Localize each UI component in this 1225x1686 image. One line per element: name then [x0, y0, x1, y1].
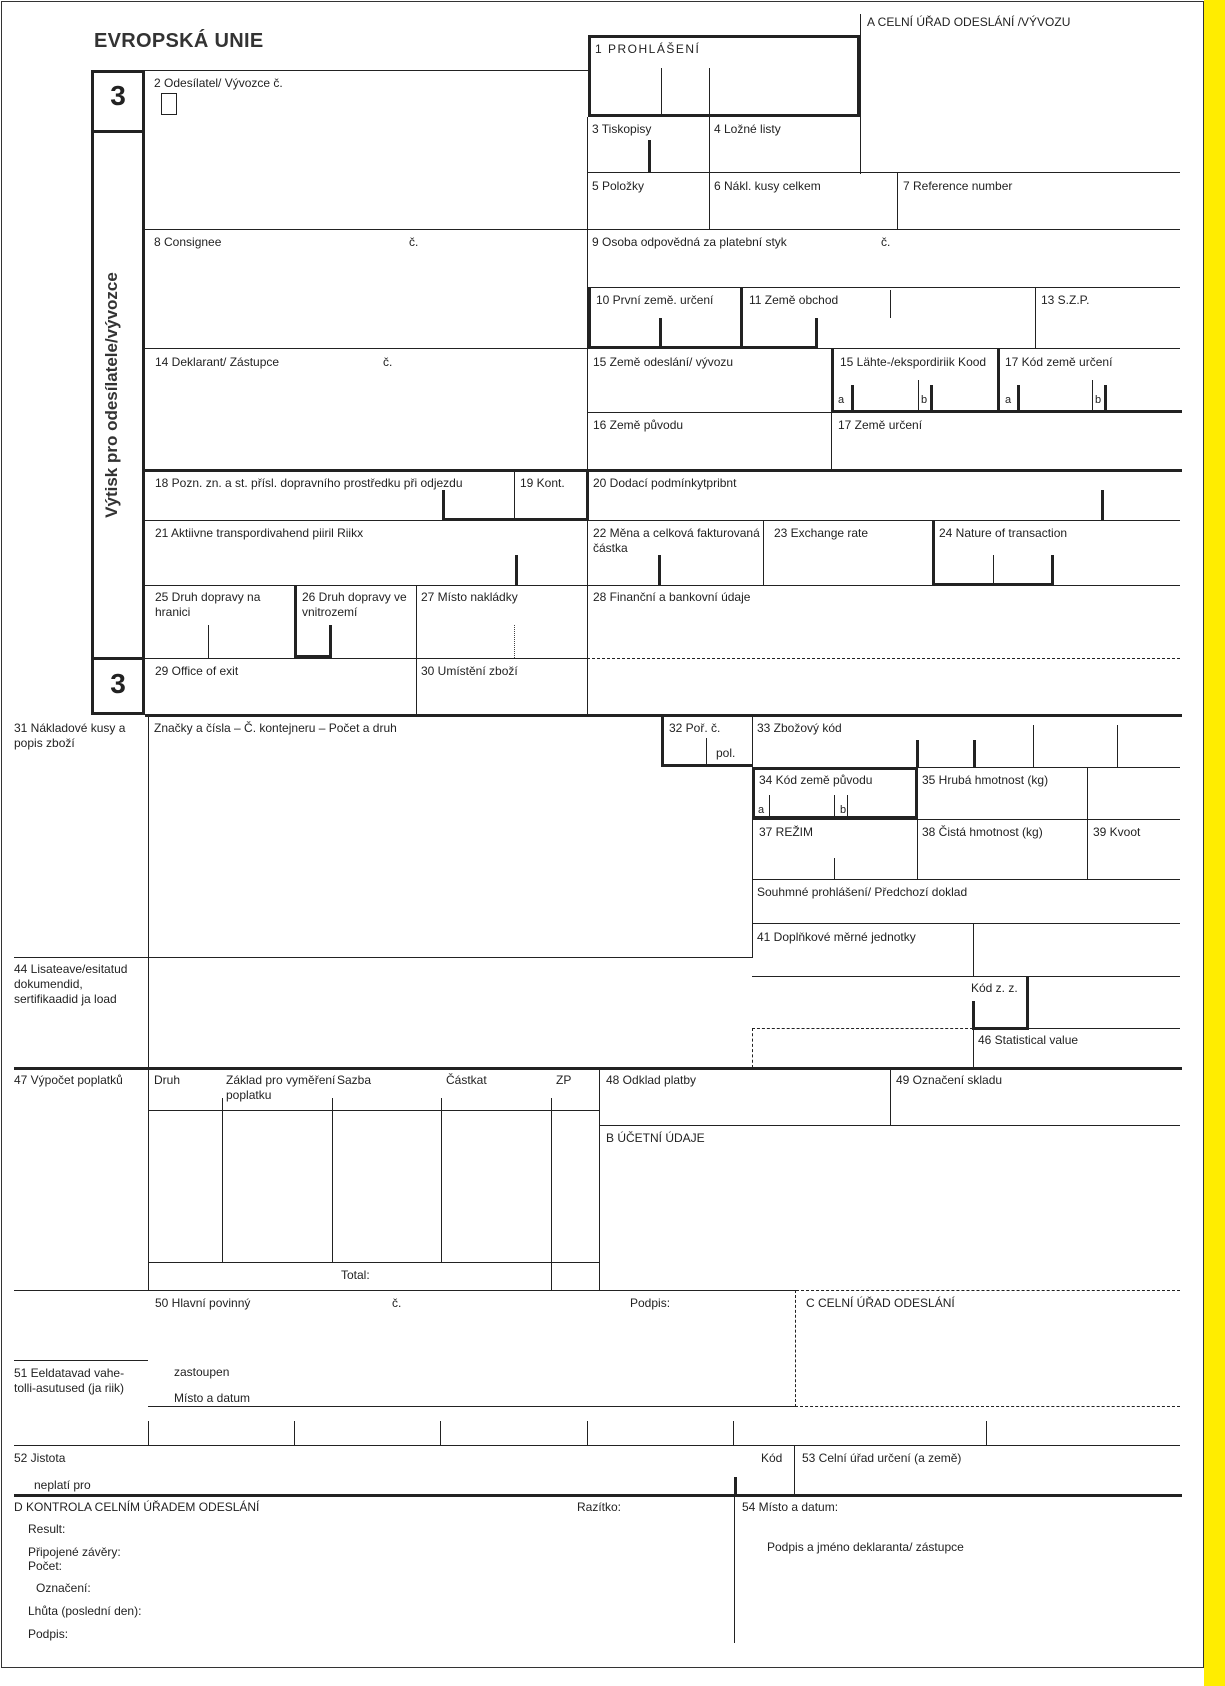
- field-38-label: 38 Čistá hmotnost (kg): [922, 825, 1043, 839]
- field-9-label: 9 Osoba odpovědná za platební styk: [592, 235, 787, 249]
- field-d-sign: Podpis:: [28, 1627, 69, 1641]
- divider: [1087, 767, 1088, 880]
- divider: [587, 412, 832, 413]
- divider: [659, 318, 662, 349]
- divider: [515, 555, 518, 585]
- field-33-label: 33 Zbožový kód: [757, 721, 842, 735]
- field-26-label: 26 Druh dopravy ve vnitrozemí: [302, 590, 407, 619]
- divider: [763, 520, 764, 585]
- field-31-label: 31 Nákladové kusy a popis zboží: [14, 721, 126, 750]
- field-4-label: 4 Ložné listy: [714, 122, 781, 136]
- divider: [847, 795, 848, 819]
- divider: [932, 520, 935, 585]
- field-37-label: 37 REŽIM: [759, 825, 814, 839]
- divider: [208, 625, 209, 658]
- divider: [752, 715, 753, 957]
- field-47-col-3: Sazba: [337, 1073, 372, 1087]
- field-22-label: 22 Měna a celková fakturovaná částka: [593, 526, 760, 555]
- divider: [973, 740, 976, 768]
- field-40-label: Souhmné prohlášení/ Předchozí doklad: [757, 885, 968, 899]
- field-d-count: Počet:: [28, 1559, 63, 1573]
- divider: [740, 287, 743, 349]
- field-18-label: 18 Pozn. zn. a st. přísl. dopravního prostředku při odjezdu: [155, 476, 463, 490]
- divider: [661, 68, 662, 115]
- vertical-copy-text: Výtisk pro odesílatele/vývozce: [102, 272, 121, 518]
- divider: [973, 923, 974, 977]
- divider: [1092, 380, 1093, 410]
- divider: [587, 172, 1180, 173]
- field-10-label: 10 První země. určení: [596, 293, 714, 307]
- divider: [514, 470, 515, 520]
- divider: [148, 1110, 599, 1111]
- divider: [145, 348, 1180, 349]
- field-15-label: 15 Země odeslání/ vývozu: [593, 355, 734, 369]
- field-47-col-5: ZP: [556, 1073, 572, 1087]
- field-19-label: 19 Kont.: [520, 476, 565, 490]
- divider: [890, 1068, 891, 1126]
- divider: [972, 1001, 975, 1029]
- divider: [993, 555, 994, 585]
- field-d-seals: Připojené závěry:: [28, 1545, 121, 1559]
- divider: [986, 1421, 987, 1445]
- field-47-col-1: Druh: [154, 1073, 181, 1087]
- field-47-total: Total:: [341, 1268, 370, 1282]
- divider: [709, 68, 710, 115]
- field-54-sign: Podpis a jméno deklaranta/ zástupce: [767, 1540, 964, 1554]
- field-23-label: 23 Exchange rate: [774, 526, 869, 540]
- sub-a: a: [838, 394, 845, 406]
- divider: [440, 1421, 441, 1445]
- field-50-sign: Podpis:: [630, 1296, 671, 1310]
- divider: [1051, 555, 1054, 585]
- divider: [1101, 490, 1104, 520]
- divider: [599, 1068, 600, 1290]
- field-50-represented: zastoupen: [174, 1365, 230, 1379]
- divider: [442, 490, 445, 520]
- divider: [752, 1028, 973, 1029]
- divider: [1033, 725, 1034, 768]
- divider: [91, 657, 145, 660]
- divider: [1117, 725, 1118, 768]
- divider: [752, 1028, 753, 1068]
- field-d-mark: Označení:: [36, 1581, 91, 1595]
- field-b-label: B ÚČETNÍ ÚDAJE: [606, 1131, 705, 1145]
- divider: [587, 658, 1180, 659]
- copy-number-bottom: 3: [110, 668, 126, 699]
- divider: [1104, 385, 1107, 412]
- sub-b: b: [1095, 394, 1102, 406]
- field-30-label: 30 Umístění zboží: [421, 664, 518, 678]
- field-52-not-valid: neplatí pro: [34, 1478, 91, 1492]
- field-31-marks: Značky a čísla – Č. kontejneru – Počet a druh: [154, 721, 397, 735]
- divider: [752, 923, 1180, 924]
- field-47-col-2: Základ pro vyměření poplatku: [226, 1073, 336, 1102]
- divider: [14, 1494, 1182, 1497]
- divider: [752, 879, 1180, 880]
- copy-number-top: 3: [110, 80, 126, 111]
- divider: [752, 819, 1180, 820]
- field-2-label: 2 Odesílatel/ Vývozce č.: [154, 76, 283, 90]
- field-39-label: 39 Kvoot: [1093, 825, 1141, 839]
- divider: [918, 380, 919, 410]
- divider: [1026, 976, 1029, 1029]
- field-41-label: 41 Doplňkové měrné jednotky: [757, 930, 916, 944]
- field-50-number: č.: [392, 1296, 402, 1310]
- vertical-copy-label: [100, 265, 124, 525]
- divider: [831, 410, 1182, 413]
- sub-b: b: [840, 804, 847, 816]
- field-8-label: 8 Consignee: [154, 235, 222, 249]
- yellow-edge-stripe: [1204, 0, 1225, 1686]
- divider: [416, 585, 417, 715]
- divider: [658, 555, 661, 585]
- field-21-label: 21 Aktiivne transpordivahend piiril Riikx: [155, 526, 364, 540]
- field-14-number: č.: [383, 355, 393, 369]
- divider: [332, 1098, 333, 1263]
- field-6-label: 6 Nákl. kusy celkem: [714, 179, 821, 193]
- field-15b-label: 15 Lähte-/ekspordiriik Kood: [840, 355, 987, 369]
- divider: [890, 290, 891, 318]
- sub-a: a: [1005, 394, 1012, 406]
- field-1-label: 1 PROHLÁŠENÍ: [595, 42, 701, 56]
- field-17-label: 17 Země určení: [838, 418, 923, 432]
- field-5-label: 5 Položky: [592, 179, 645, 193]
- divider: [706, 738, 707, 766]
- field-c-label: C CELNÍ ÚŘAD ODESLÁNÍ: [806, 1296, 955, 1310]
- empty-square-checkbox-icon[interactable]: [161, 93, 177, 115]
- divider: [14, 1067, 1182, 1070]
- divider: [91, 130, 145, 133]
- divider: [916, 740, 919, 768]
- divider: [973, 1028, 1180, 1029]
- divider: [14, 1360, 148, 1361]
- form-title: EVROPSKÁ UNIE: [94, 30, 264, 52]
- divider: [734, 1495, 735, 1643]
- field-25-label: 25 Druh dopravy na hranici: [155, 590, 261, 619]
- divider: [860, 14, 861, 174]
- divider: [917, 819, 918, 880]
- field-44-label: 44 Lisateave/esitatud dokumendid, sertifikaadid ja load: [14, 962, 128, 1006]
- field-53-label: 53 Celní úřad určení (a země): [802, 1451, 962, 1465]
- divider: [587, 117, 588, 715]
- divider: [14, 1445, 1180, 1446]
- field-44-code: Kód z. z.: [971, 981, 1018, 995]
- field-52-code: Kód: [761, 1451, 783, 1465]
- divider: [514, 625, 515, 658]
- divider: [997, 348, 1000, 413]
- divider: [897, 172, 898, 230]
- divider: [587, 1421, 588, 1445]
- divider: [794, 1445, 795, 1495]
- divider: [145, 70, 588, 71]
- divider: [148, 715, 149, 1290]
- field-9-number: č.: [881, 235, 891, 249]
- field-32-label: 32 Poř. č.: [669, 721, 721, 735]
- divider: [734, 1477, 737, 1495]
- divider: [834, 795, 835, 819]
- field-34-label: 34 Kód země původu: [759, 773, 873, 787]
- sub-a: a: [758, 804, 765, 816]
- field-14-label: 14 Deklarant/ Zástupce: [155, 355, 280, 369]
- field-16-label: 16 Země původu: [593, 418, 684, 432]
- divider: [648, 140, 651, 173]
- field-20-label: 20 Dodací podmínkytpribnt: [593, 476, 737, 490]
- field-27-label: 27 Místo nakládky: [421, 590, 518, 604]
- divider: [586, 470, 589, 520]
- divider: [294, 1421, 295, 1445]
- field-d-result: Result:: [28, 1522, 66, 1536]
- field-52-label: 52 Jistota: [14, 1451, 66, 1465]
- divider: [441, 1098, 442, 1263]
- divider: [145, 658, 588, 659]
- field-13-label: 13 S.Z.P.: [1041, 293, 1090, 307]
- divider: [831, 348, 834, 413]
- field-8-number: č.: [409, 235, 419, 249]
- divider: [599, 1125, 1180, 1126]
- divider: [148, 1421, 149, 1445]
- field-54-label: 54 Místo a datum:: [742, 1500, 839, 1514]
- divider: [930, 385, 933, 412]
- box-a-label: A CELNÍ ÚŘAD ODESLÁNÍ /VÝVOZU: [867, 15, 1071, 29]
- field-50-place-date: Místo a datum: [174, 1391, 251, 1405]
- divider: [795, 1290, 796, 1407]
- divider: [294, 585, 297, 658]
- field-29-label: 29 Office of exit: [155, 664, 239, 678]
- field-d-deadline: Lhůta (poslední den):: [28, 1604, 142, 1618]
- field-d-label: D KONTROLA CELNÍM ÚŘADEM ODESLÁNÍ: [14, 1500, 260, 1514]
- divider: [851, 385, 854, 412]
- field-47-col-4: Částkat: [446, 1073, 487, 1087]
- divider: [145, 585, 1180, 586]
- field-3-label: 3 Tiskopisy: [592, 122, 652, 136]
- field-47-label: 47 Výpočet poplatků: [14, 1073, 123, 1087]
- divider: [148, 1262, 599, 1263]
- field-17a-label: 17 Kód země určení: [1005, 355, 1113, 369]
- divider: [709, 117, 710, 230]
- divider: [973, 1028, 974, 1068]
- field-11-label: 11 Země obchod: [749, 293, 839, 307]
- field-24-label: 24 Nature of transaction: [939, 526, 1068, 540]
- divider: [795, 1406, 1180, 1407]
- divider: [148, 1406, 795, 1407]
- field-49-label: 49 Označení skladu: [896, 1073, 1003, 1087]
- divider: [222, 1098, 223, 1263]
- field-50-label: 50 Hlavní povinný: [155, 1296, 251, 1310]
- divider: [329, 625, 332, 658]
- divider: [796, 1290, 1180, 1291]
- divider: [733, 1421, 734, 1445]
- field-32-pol: pol.: [716, 746, 736, 760]
- divider: [145, 469, 1182, 472]
- divider: [14, 1290, 796, 1291]
- divider: [752, 976, 1180, 977]
- divider: [14, 957, 753, 958]
- divider: [834, 858, 835, 880]
- field-48-label: 48 Odklad platby: [606, 1073, 697, 1087]
- field-d-stamp: Razítko:: [577, 1500, 622, 1514]
- divider: [831, 412, 832, 470]
- divider: [145, 229, 1180, 230]
- field-51-label: 51 Eeldatavad vahe-tolli-asutused (ja riik): [14, 1366, 125, 1395]
- field-46-label: 46 Statistical value: [978, 1033, 1079, 1047]
- divider: [1035, 287, 1036, 349]
- field-7-label: 7 Reference number: [903, 179, 1013, 193]
- divider: [1017, 385, 1020, 412]
- divider: [769, 795, 770, 819]
- field-28-label: 28 Finanční a bankovní údaje: [593, 590, 751, 604]
- sub-b: b: [921, 394, 928, 406]
- divider: [145, 520, 1180, 521]
- field-35-label: 35 Hrubá hmotnost (kg): [922, 773, 1049, 787]
- divider: [815, 318, 818, 349]
